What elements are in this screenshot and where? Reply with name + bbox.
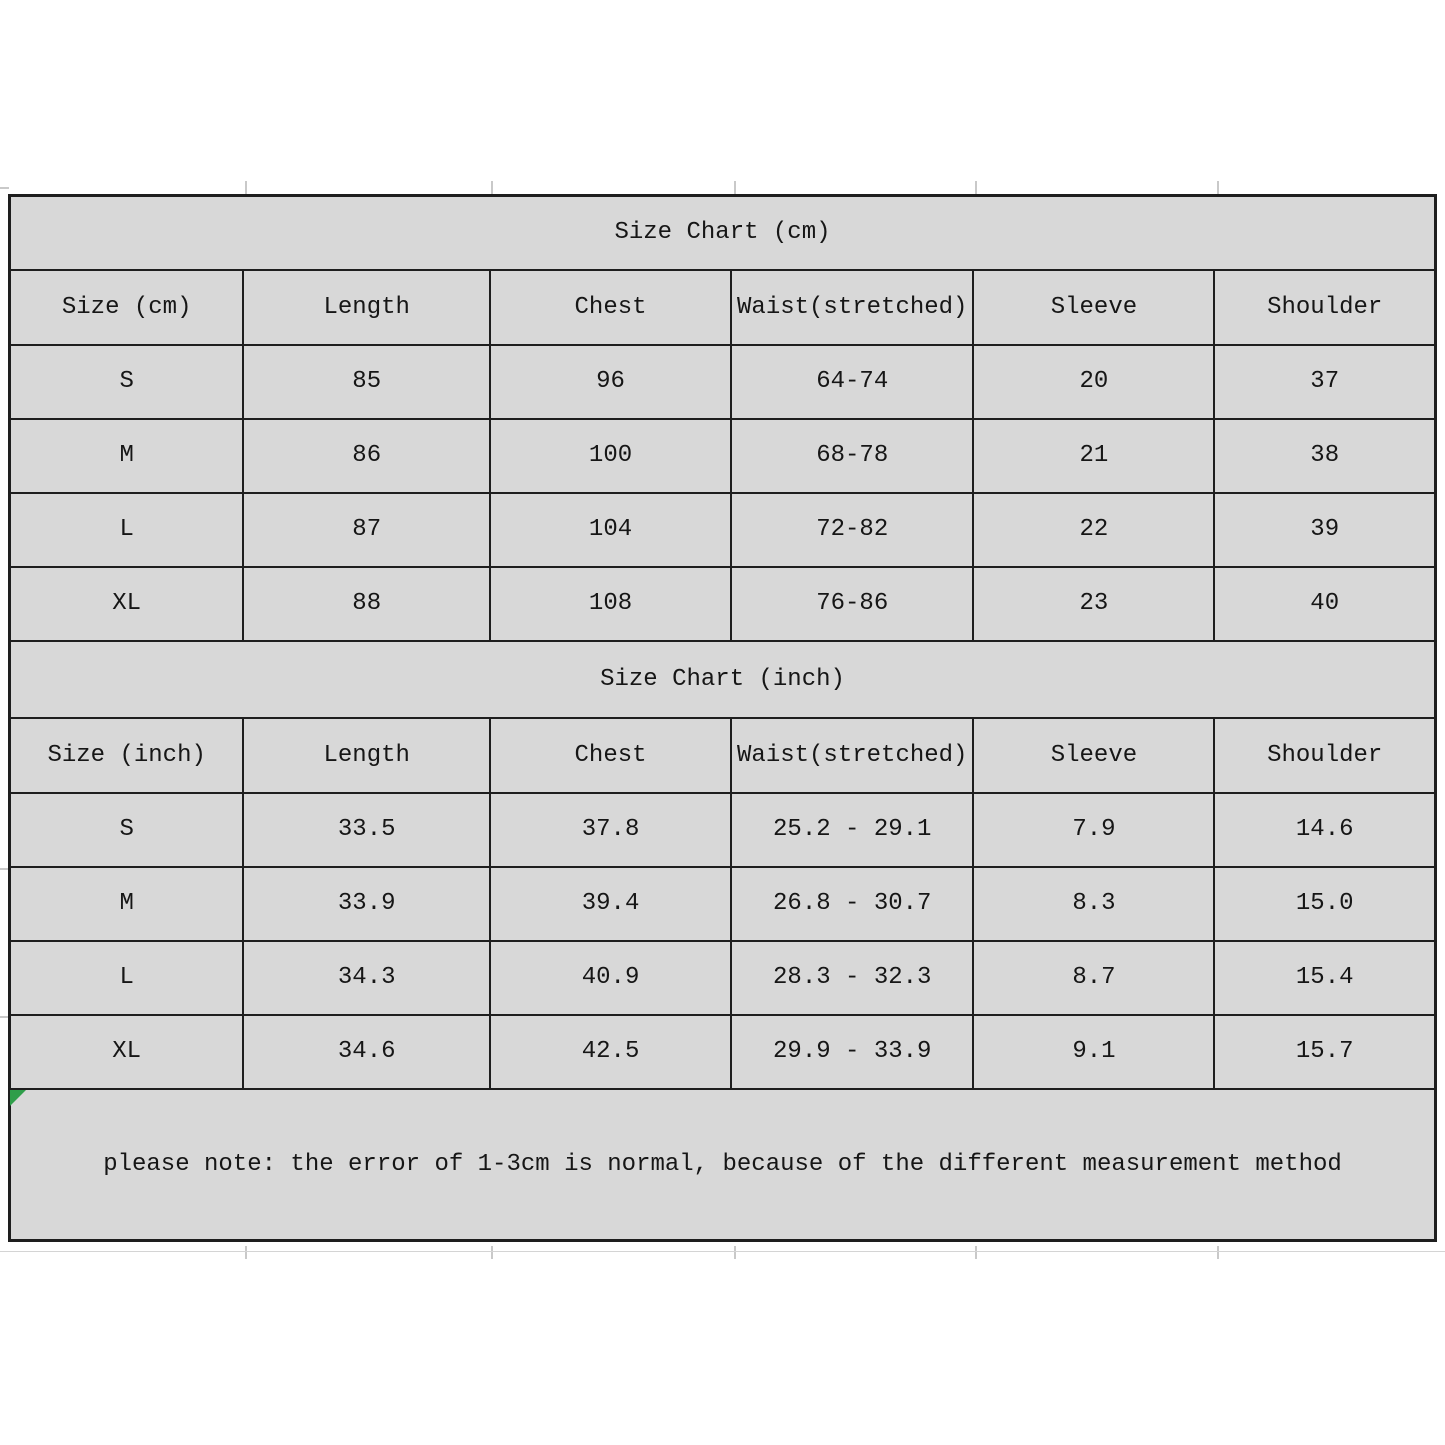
column-header-length: Length bbox=[243, 718, 490, 793]
table-cell: 20 bbox=[973, 345, 1214, 419]
sheet-gridline-stub bbox=[734, 181, 736, 194]
table-cell: XL bbox=[10, 567, 244, 641]
table-cell: S bbox=[10, 793, 244, 867]
sheet-gridline-stub bbox=[0, 1251, 1445, 1252]
table-cell: 64-74 bbox=[731, 345, 973, 419]
table-row bbox=[10, 718, 1436, 793]
column-header-shoulder: Shoulder bbox=[1214, 270, 1435, 345]
cell-corner-marker-icon bbox=[10, 1090, 26, 1106]
table-row bbox=[10, 196, 1436, 270]
column-header-sleeve: Sleeve bbox=[973, 718, 1214, 793]
size-chart-cm-title: Size Chart (cm) bbox=[10, 196, 1436, 270]
table-cell: 37.8 bbox=[490, 793, 731, 867]
table-cell: 15.4 bbox=[1214, 941, 1435, 1015]
table-cell: 72-82 bbox=[731, 493, 973, 567]
table-cell: L bbox=[10, 941, 244, 1015]
table-row bbox=[10, 793, 1436, 867]
table-row bbox=[10, 345, 1436, 419]
table-row bbox=[10, 1089, 1436, 1241]
sheet-gridline-stub bbox=[1217, 1246, 1219, 1259]
size-chart-inch-title: Size Chart (inch) bbox=[10, 641, 1436, 718]
sheet-gridline-stub bbox=[0, 187, 9, 189]
table-cell: 88 bbox=[243, 567, 490, 641]
table-cell: 87 bbox=[243, 493, 490, 567]
sheet-gridline-stub bbox=[1217, 181, 1219, 194]
table-row bbox=[10, 641, 1436, 718]
table-cell: M bbox=[10, 867, 244, 941]
table-row bbox=[10, 867, 1436, 941]
table-cell: 40.9 bbox=[490, 941, 731, 1015]
table-row bbox=[10, 419, 1436, 493]
table-cell: 9.1 bbox=[973, 1015, 1214, 1089]
table-cell: 104 bbox=[490, 493, 731, 567]
table-cell: 38 bbox=[1214, 419, 1435, 493]
table-cell: 21 bbox=[973, 419, 1214, 493]
table-row bbox=[10, 270, 1436, 345]
table-cell: 8.7 bbox=[973, 941, 1214, 1015]
sheet-gridline-stub bbox=[734, 1246, 736, 1259]
sheet-gridline-stub bbox=[491, 1246, 493, 1259]
table-cell: 40 bbox=[1214, 567, 1435, 641]
column-header-size-cm: Size (cm) bbox=[10, 270, 244, 345]
table-cell: 42.5 bbox=[490, 1015, 731, 1089]
column-header-sleeve: Sleeve bbox=[973, 270, 1214, 345]
column-header-size-inch: Size (inch) bbox=[10, 718, 244, 793]
table-cell: 76-86 bbox=[731, 567, 973, 641]
table-cell: 37 bbox=[1214, 345, 1435, 419]
table-cell: 33.9 bbox=[243, 867, 490, 941]
sheet-gridline-stub bbox=[975, 181, 977, 194]
table-cell: 15.0 bbox=[1214, 867, 1435, 941]
table-cell: 23 bbox=[973, 567, 1214, 641]
table-cell: 26.8 - 30.7 bbox=[731, 867, 973, 941]
table-cell: 39.4 bbox=[490, 867, 731, 941]
table-cell: 28.3 - 32.3 bbox=[731, 941, 973, 1015]
table-cell: 15.7 bbox=[1214, 1015, 1435, 1089]
table-cell: 85 bbox=[243, 345, 490, 419]
table-cell: 22 bbox=[973, 493, 1214, 567]
size-chart-table bbox=[8, 194, 1437, 1242]
table-cell: XL bbox=[10, 1015, 244, 1089]
sheet-gridline-stub bbox=[491, 181, 493, 194]
table-cell: 34.3 bbox=[243, 941, 490, 1015]
table-cell: 14.6 bbox=[1214, 793, 1435, 867]
sheet-gridline-stub bbox=[245, 1246, 247, 1259]
table-cell: 33.5 bbox=[243, 793, 490, 867]
table-cell: 86 bbox=[243, 419, 490, 493]
column-header-shoulder: Shoulder bbox=[1214, 718, 1435, 793]
column-header-waist: Waist(stretched) bbox=[731, 718, 973, 793]
table-cell: M bbox=[10, 419, 244, 493]
table-cell: 29.9 - 33.9 bbox=[731, 1015, 973, 1089]
column-header-waist: Waist(stretched) bbox=[731, 270, 973, 345]
table-cell: 7.9 bbox=[973, 793, 1214, 867]
table-row bbox=[10, 941, 1436, 1015]
table-row bbox=[10, 1015, 1436, 1089]
column-header-length: Length bbox=[243, 270, 490, 345]
table-row bbox=[10, 493, 1436, 567]
measurement-note: please note: the error of 1-3cm is normal, because of the different measurement method bbox=[10, 1089, 1436, 1241]
table-cell: S bbox=[10, 345, 244, 419]
table-cell: 8.3 bbox=[973, 867, 1214, 941]
table-cell: 39 bbox=[1214, 493, 1435, 567]
table-cell: 68-78 bbox=[731, 419, 973, 493]
table-cell: L bbox=[10, 493, 244, 567]
table-cell: 34.6 bbox=[243, 1015, 490, 1089]
table-cell: 108 bbox=[490, 567, 731, 641]
table-cell: 25.2 - 29.1 bbox=[731, 793, 973, 867]
table-row bbox=[10, 567, 1436, 641]
column-header-chest: Chest bbox=[490, 270, 731, 345]
column-header-chest: Chest bbox=[490, 718, 731, 793]
table-cell: 96 bbox=[490, 345, 731, 419]
sheet-gridline-stub bbox=[975, 1246, 977, 1259]
table-cell: 100 bbox=[490, 419, 731, 493]
sheet-gridline-stub bbox=[245, 181, 247, 194]
